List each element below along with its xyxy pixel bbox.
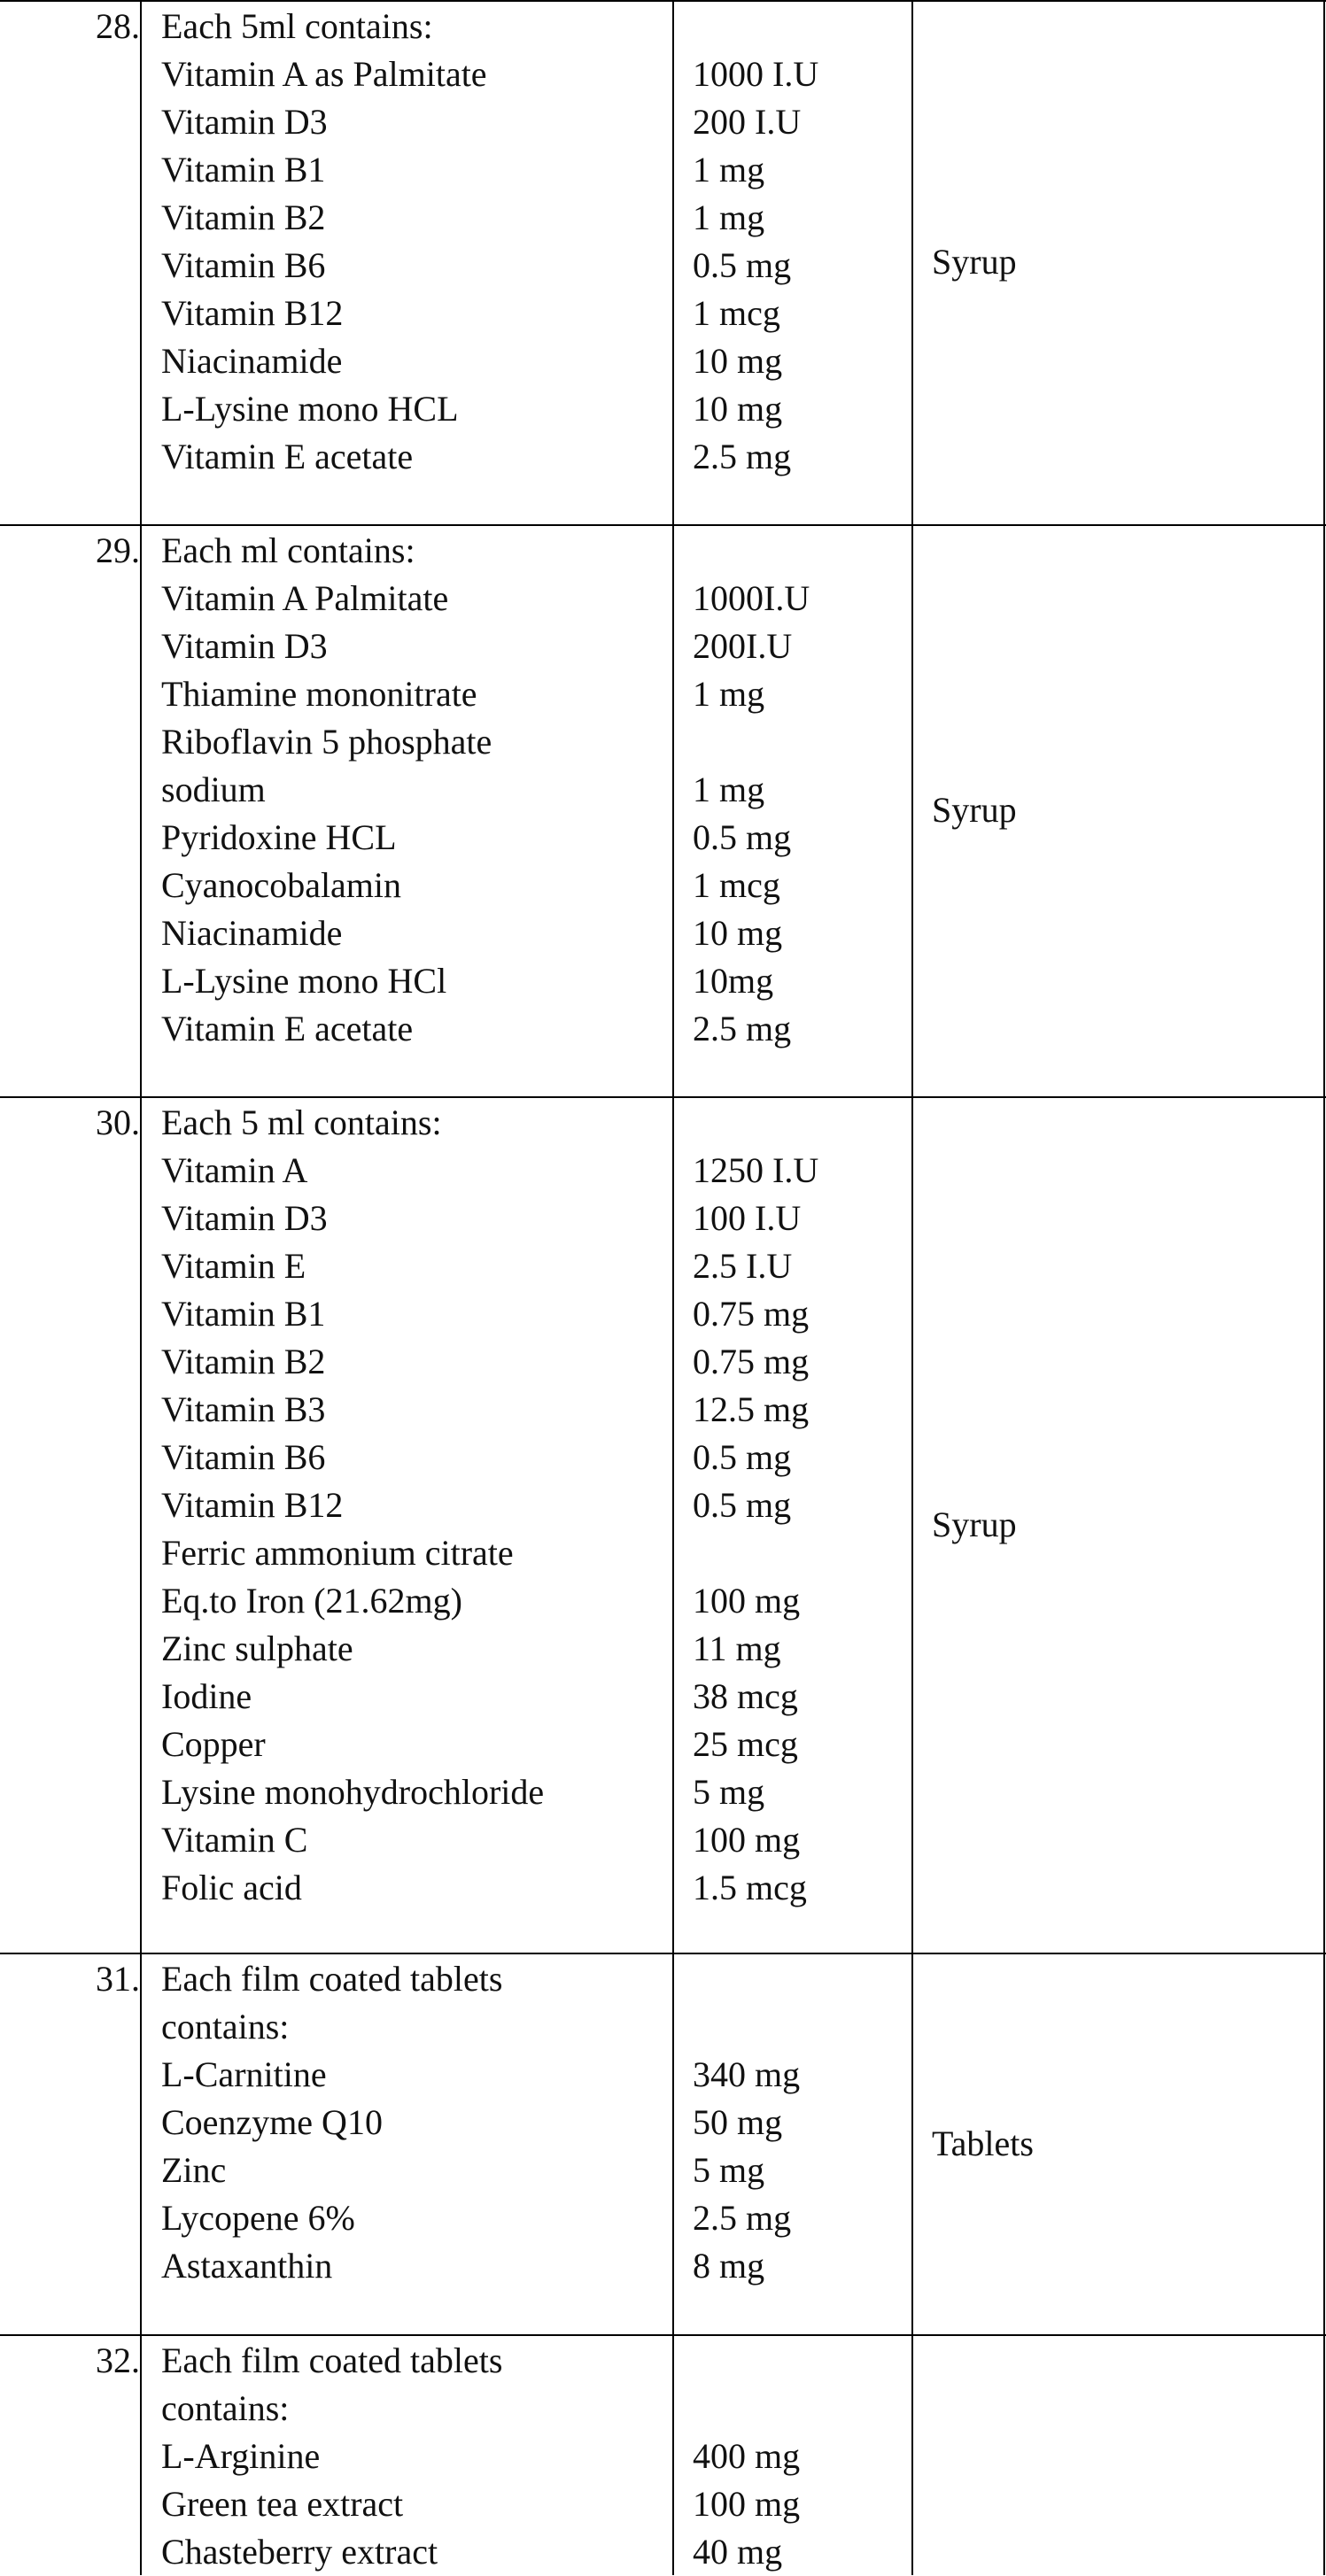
ingredient-name: Zinc sulphate: [161, 1628, 353, 1668]
ingredient-name: Vitamin E acetate: [161, 1009, 414, 1048]
ingredient-amount: 40 mg: [693, 2532, 783, 2572]
ingredient-amount: 200 I.U: [693, 102, 802, 142]
ingredient-name: Ferric ammonium citrate: [161, 1533, 514, 1573]
ingredient-amount: 10mg: [693, 961, 774, 1001]
ingredient-amount: 50 mg: [693, 2102, 783, 2142]
ingredient-amount: 10 mg: [693, 389, 783, 429]
ingredient-name: L-Carnitine: [161, 2054, 327, 2094]
ingredient-name: L-Arginine: [161, 2436, 321, 2476]
column-divider-serial: [140, 0, 142, 2575]
ingredient-amount: 12.5 mg: [693, 1389, 810, 1429]
ingredient-name: Vitamin B1: [161, 1294, 326, 1334]
ingredient-name: Vitamin B3: [161, 1389, 326, 1429]
ingredient-name: L-Lysine mono HCL: [161, 389, 459, 429]
ingredient-amount: 0.75 mg: [693, 1342, 810, 1381]
ingredient-amount: 1 mg: [693, 197, 765, 237]
ingredient-name: Thiamine mononitrate: [161, 674, 477, 714]
ingredient-name: Iodine: [161, 1676, 252, 1716]
ingredient-name: Green tea extract: [161, 2484, 404, 2524]
ingredient-name: Riboflavin 5 phosphate: [161, 722, 492, 762]
ingredient-name: Vitamin B2: [161, 1342, 326, 1381]
ingredient-amount: 100 mg: [693, 2484, 801, 2524]
ingredient-name: Vitamin B12: [161, 1485, 344, 1525]
ingredient-name: Vitamin B2: [161, 197, 326, 237]
composition-heading: Each film coated tablets: [161, 2340, 503, 2380]
row-divider-28-29: [0, 524, 1326, 526]
ingredient-name: Vitamin B6: [161, 1437, 326, 1477]
ingredient-amount: 100 mg: [693, 1581, 801, 1621]
composition-heading: Each ml contains:: [161, 530, 415, 570]
ingredient-amount: 1 mg: [693, 674, 765, 714]
ingredient-amount: 340 mg: [693, 2054, 801, 2094]
row-divider-top: [0, 0, 1326, 2]
dosage-form: Syrup: [932, 790, 1017, 830]
ingredient-amount: 200I.U: [693, 626, 793, 666]
ingredient-name: Vitamin B1: [161, 150, 326, 190]
ingredient-amount: 100 I.U: [693, 1198, 802, 1238]
ingredient-name: Vitamin E: [161, 1246, 306, 1286]
ingredient-name: Pyridoxine HCL: [161, 817, 397, 857]
ingredient-amount: 1 mcg: [693, 293, 780, 333]
ingredient-amount: 8 mg: [693, 2246, 765, 2286]
ingredient-name: Vitamin D3: [161, 1198, 328, 1238]
ingredient-name: Lycopene 6%: [161, 2198, 355, 2238]
ingredient-amount: 5 mg: [693, 2150, 765, 2190]
ingredient-name: Vitamin A as Palmitate: [161, 54, 487, 94]
ingredient-amount: 5 mg: [693, 1772, 765, 1812]
ingredient-amount: 1000 I.U: [693, 54, 819, 94]
composition-heading: Each 5 ml contains:: [161, 1102, 442, 1142]
ingredient-name: Vitamin D3: [161, 102, 328, 142]
row-divider-30-31: [0, 1953, 1326, 1954]
ingredient-amount: 1 mg: [693, 770, 765, 809]
ingredient-amount: 0.5 mg: [693, 1485, 792, 1525]
ingredient-name: Astaxanthin: [161, 2246, 333, 2286]
ingredient-name: Vitamin B12: [161, 293, 344, 333]
column-divider-right: [1323, 0, 1325, 2575]
dosage-form: Syrup: [932, 1504, 1017, 1544]
ingredient-amount: 10 mg: [693, 913, 783, 953]
ingredient-amount: 0.5 mg: [693, 817, 792, 857]
ingredient-name: Vitamin D3: [161, 626, 328, 666]
ingredient-amount: 2.5 mg: [693, 1009, 792, 1048]
ingredient-amount: 400 mg: [693, 2436, 801, 2476]
ingredient-amount: 0.5 mg: [693, 1437, 792, 1477]
ingredient-amount: 0.75 mg: [693, 1294, 810, 1334]
row-number: 32.: [96, 2340, 140, 2380]
ingredient-name: sodium: [161, 770, 266, 809]
ingredient-amount: 2.5 mg: [693, 437, 792, 476]
column-divider-amount: [911, 0, 913, 2575]
ingredient-name: L-Lysine mono HCl: [161, 961, 447, 1001]
ingredient-name: Copper: [161, 1724, 266, 1764]
row-number: 30.: [96, 1102, 140, 1142]
ingredient-name: Vitamin E acetate: [161, 437, 414, 476]
ingredient-amount: 1250 I.U: [693, 1150, 819, 1190]
ingredient-amount: 10 mg: [693, 341, 783, 381]
column-divider-ingredient: [672, 0, 674, 2575]
ingredient-name: Vitamin A Palmitate: [161, 578, 449, 618]
row-divider-29-30: [0, 1096, 1326, 1098]
composition-heading: Each 5ml contains:: [161, 6, 433, 46]
ingredient-name: Eq.to Iron (21.62mg): [161, 1581, 462, 1621]
ingredient-amount: 1.5 mcg: [693, 1868, 807, 1907]
row-number: 29.: [96, 530, 140, 570]
dosage-form: Syrup: [932, 242, 1017, 282]
composition-heading-continued: contains:: [161, 2007, 290, 2046]
row-number: 31.: [96, 1959, 140, 1999]
ingredient-name: Zinc: [161, 2150, 227, 2190]
ingredient-amount: 1 mcg: [693, 865, 780, 905]
row-divider-31-32: [0, 2334, 1326, 2336]
ingredient-name: Vitamin A: [161, 1150, 308, 1190]
ingredient-amount: 2.5 mg: [693, 2198, 792, 2238]
ingredient-name: Niacinamide: [161, 913, 343, 953]
ingredient-name: Chasteberry extract: [161, 2532, 438, 2572]
ingredient-amount: 1000I.U: [693, 578, 810, 618]
ingredient-amount: 1 mg: [693, 150, 765, 190]
composition-heading-continued: contains:: [161, 2388, 290, 2428]
ingredient-name: Folic acid: [161, 1868, 302, 1907]
ingredient-name: Niacinamide: [161, 341, 343, 381]
ingredient-amount: 0.5 mg: [693, 245, 792, 285]
ingredient-amount: 2.5 I.U: [693, 1246, 793, 1286]
composition-heading: Each film coated tablets: [161, 1959, 503, 1999]
ingredient-name: Vitamin B6: [161, 245, 326, 285]
ingredient-amount: 100 mg: [693, 1820, 801, 1860]
row-number: 28.: [96, 6, 140, 46]
ingredient-name: Vitamin C: [161, 1820, 308, 1860]
ingredient-amount: 25 mcg: [693, 1724, 798, 1764]
ingredient-name: Cyanocobalamin: [161, 865, 402, 905]
ingredient-amount: 11 mg: [693, 1628, 781, 1668]
ingredient-amount: 38 mcg: [693, 1676, 798, 1716]
ingredient-name: Coenzyme Q10: [161, 2102, 383, 2142]
dosage-form: Tablets: [932, 2123, 1034, 2163]
ingredient-name: Lysine monohydrochloride: [161, 1772, 545, 1812]
